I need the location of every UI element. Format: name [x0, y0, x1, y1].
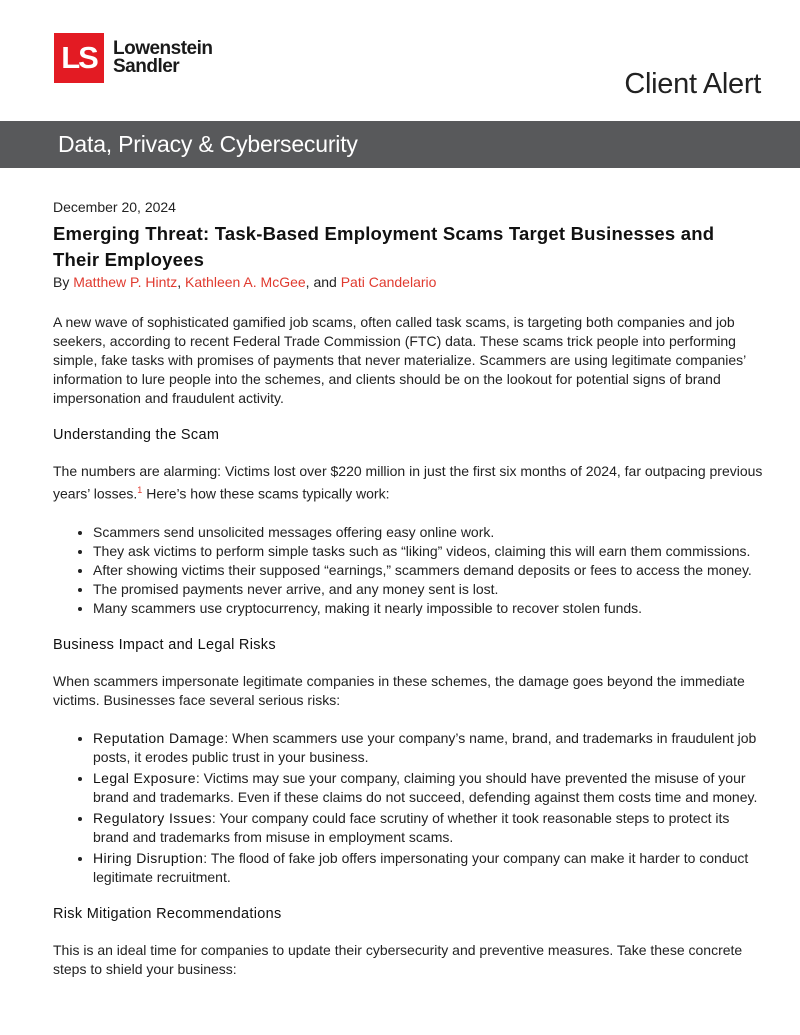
- document-type: Client Alert: [624, 68, 761, 100]
- section-heading-scam: Understanding the Scam: [53, 427, 220, 443]
- byline-prefix: By: [53, 274, 74, 290]
- list-item: • After showing victims their supposed “earnings,” scammers demand deposits or fees to access the money.: [93, 561, 765, 580]
- article-date: December 20, 2024: [53, 199, 176, 215]
- author-link-hintz[interactable]: Matthew P. Hintz: [73, 274, 178, 290]
- risk-term: Hiring Disruption: [93, 849, 204, 866]
- logo-line-1: Lowenstein: [113, 38, 213, 59]
- firm-logo: [54, 33, 213, 83]
- practice-area: Data, Privacy & Cybersecurity: [58, 131, 358, 157]
- byline-separator: ,: [177, 274, 186, 290]
- list-item: [93, 769, 765, 807]
- section-heading-risks: Business Impact and Legal Risks: [53, 636, 276, 653]
- risk-text: : The flood of fake job offers impersonating your company can make it harder to conduct legitimate recruitment.: [93, 849, 749, 885]
- list-item: • They ask victims to perform simple tasks such as “liking” videos, claiming this will earn them commissions.: [93, 542, 765, 561]
- practice-banner: [0, 121, 800, 168]
- logo-wordmark: [113, 40, 213, 76]
- risk-term: Legal Exposure: [93, 769, 196, 786]
- list-item: • The promised payments never arrive, and any money sent is lost.: [93, 580, 765, 599]
- article: [53, 199, 765, 998]
- risks-list: [53, 729, 765, 887]
- risk-term: Regulatory Issues: [93, 809, 212, 826]
- risk-text: : Victims may sue your company, claiming you should have prevented the misuse of your brand and trademarks. Even if these claims do not succeed, defending against them costs time and money.: [93, 769, 758, 805]
- author-link-mcgee[interactable]: Kathleen A. McGee: [185, 274, 306, 290]
- section-heading-mitigation: Risk Mitigation Recommendations: [53, 905, 282, 922]
- risk-term: Reputation Damage: [93, 729, 225, 746]
- article-title: Emerging Threat: Task-Based Employment Scams Target Businesses and Their Employees: [53, 223, 715, 270]
- logo-line-2: Sandler: [113, 56, 180, 77]
- scam-paragraph-text: The numbers are alarming: Victims lost over $220 million in just the first six months of 2024, far outpacing previous years’ losses.: [53, 463, 763, 502]
- list-item: [93, 809, 765, 847]
- footnote-marker[interactable]: 1: [137, 485, 143, 495]
- scam-paragraph: [53, 462, 765, 504]
- byline-separator: , and: [305, 274, 341, 290]
- risk-text: : Your company could face scrutiny of whether it took reasonable steps to protect its brand and trademarks from misuse in employment scams.: [93, 809, 730, 845]
- risk-text: : When scammers use your company’s name, brand, and trademarks in fraudulent job posts, it erodes public trust in your business.: [93, 729, 757, 765]
- intro-paragraph: A new wave of sophisticated gamified job scams, often called task scams, is targeting both companies and job seekers, according to recent Federal Trade Commission (FTC) data. These scams trick people into performing simple, fake tasks with promises of payments that never materialize. Scammers are using legitimate companies’ information to lure people into the schemes, and clients should be on the lookout for potential signs of brand impersonation and fraudulent activity.: [53, 314, 746, 406]
- logo-mark: LS: [54, 33, 104, 83]
- author-link-candelario[interactable]: Pati Candelario: [340, 274, 437, 290]
- scam-paragraph-end: Here’s how these scams typically work:: [142, 485, 390, 502]
- risks-paragraph: When scammers impersonate legitimate companies in these schemes, the damage goes beyond the immediate victims. Businesses face several serious risks:: [53, 672, 745, 708]
- byline: [53, 273, 765, 292]
- list-item: [93, 729, 765, 767]
- list-item: [93, 849, 765, 887]
- scam-steps-list: [53, 523, 765, 618]
- list-item: • Many scammers use cryptocurrency, making it nearly impossible to recover stolen funds.: [93, 599, 765, 618]
- mitigation-paragraph: This is an ideal time for companies to update their cybersecurity and preventive measures. Take these concrete steps to shield your business:: [53, 941, 743, 977]
- list-item: • Scammers send unsolicited messages offering easy online work.: [93, 523, 765, 542]
